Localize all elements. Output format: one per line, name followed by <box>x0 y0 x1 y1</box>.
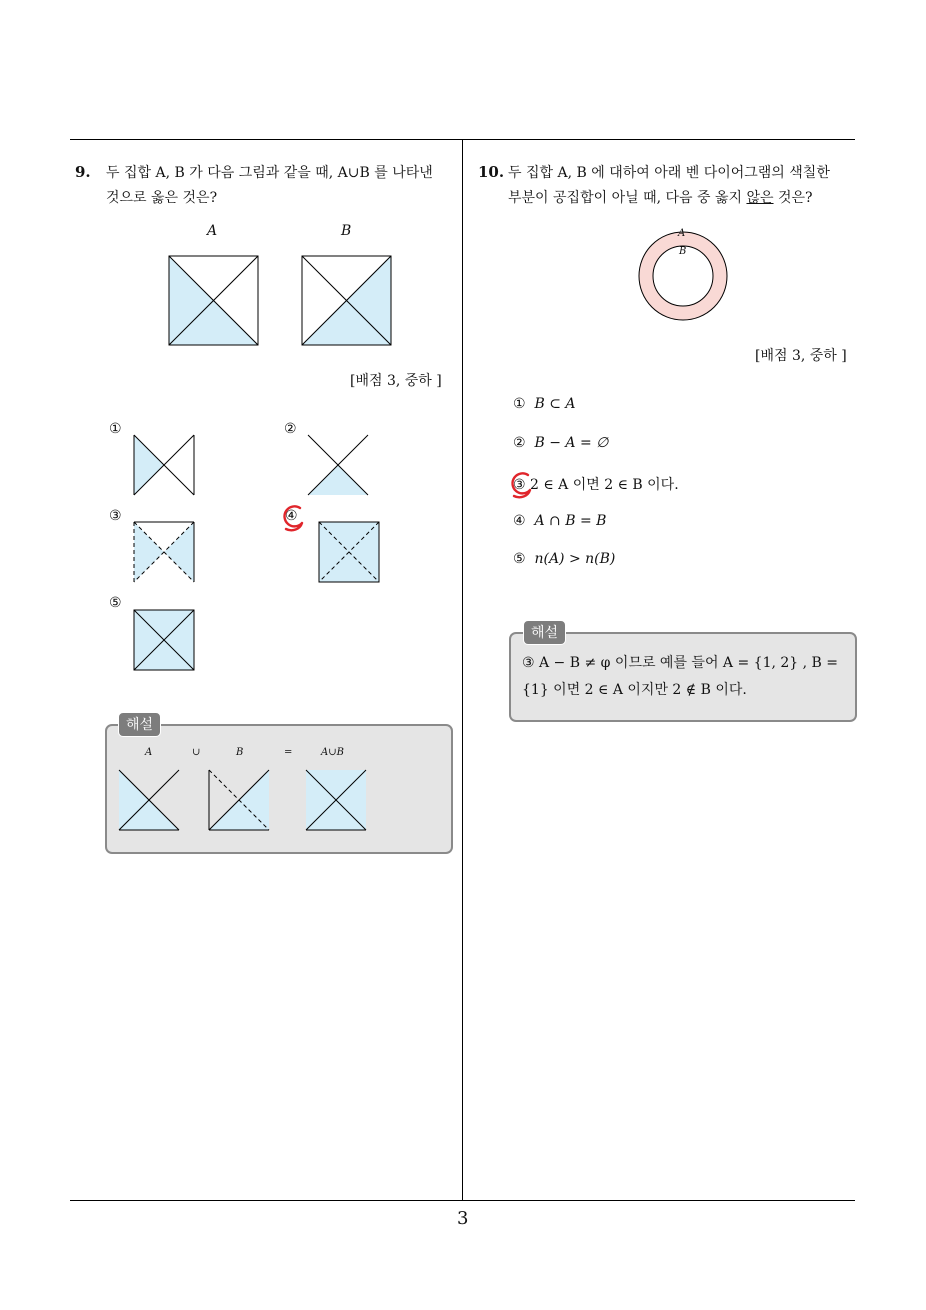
q9-choice-4-figure[interactable] <box>319 522 379 582</box>
q10-choice-4[interactable] <box>513 513 606 529</box>
q10-choice-5-text: n(A) > n(B) <box>534 551 616 567</box>
q10-choice-2-text: B − A = ∅ <box>534 435 609 451</box>
q10-choice-1-mark: ① <box>513 396 526 412</box>
q9-label-a: A <box>207 223 218 239</box>
q10-choice-3-answer-circle <box>506 469 536 499</box>
q9-choice-2-figure[interactable] <box>308 435 368 495</box>
q9-choice-2-mark[interactable]: ② <box>284 421 297 437</box>
q9-set-a-figure <box>169 256 258 345</box>
q9-expl-label-eq: = <box>284 747 293 758</box>
q10-choice-4-mark: ④ <box>513 513 526 529</box>
q9-choice-3-mark[interactable]: ③ <box>109 508 122 524</box>
q9-text-line1: 두 집합 A, B 가 다음 그림과 같을 때, A∪B 를 나타낸 <box>106 165 433 181</box>
q9-expl-figure-b <box>209 770 269 830</box>
q10-choice-3-mark: ③ <box>513 477 526 493</box>
q9-score: [배점 3, 중하 ] <box>350 373 442 389</box>
q9-explanation-tag: 해설 <box>118 712 161 737</box>
q10-choice-3-text: 2 ∈ A 이면 2 ∈ B 이다. <box>530 477 679 493</box>
q9-expl-label-b: B <box>236 747 244 758</box>
q10-choice-1[interactable] <box>513 396 576 412</box>
q10-explanation-tag: 해설 <box>523 620 566 645</box>
q10-venn-label-b: B <box>679 246 687 257</box>
q10-explanation-line2: {1} 이면 2 ∈ A 이지만 2 ∉ B 이다. <box>522 682 747 698</box>
q9-number: 9. <box>75 163 91 181</box>
q10-choice-2[interactable] <box>513 435 608 451</box>
q10-choice-5[interactable] <box>513 551 615 567</box>
q10-choice-2-mark: ② <box>513 435 526 451</box>
q9-set-b-figure <box>302 256 391 345</box>
q9-expl-label-union: ∪ <box>192 747 201 758</box>
q10-choice-3[interactable] <box>513 474 679 494</box>
page-number: 3 <box>457 1208 469 1229</box>
q10-venn-label-a: A <box>678 228 686 239</box>
q10-choice-4-text: A ∩ B = B <box>534 513 607 529</box>
q10-text-line1: 두 집합 A, B 에 대하여 아래 벤 다이어그램의 색칠한 <box>508 165 830 181</box>
q9-choice-3-figure[interactable] <box>134 522 194 582</box>
q9-choice-5-mark[interactable]: ⑤ <box>109 595 122 611</box>
q9-expl-figure-aub <box>306 770 366 830</box>
q10-text-line2-before: 부분이 공집합이 아닐 때, 다음 중 옳지 <box>508 190 747 206</box>
q10-text-line2 <box>508 186 813 211</box>
q10-choice-1-text: B ⊂ A <box>534 396 576 412</box>
q10-choice-5-mark: ⑤ <box>513 551 526 567</box>
q10-score: [배점 3, 중하 ] <box>755 348 847 364</box>
q9-choice-1-figure[interactable] <box>134 435 194 495</box>
q10-text-line2-underlined: 않은 <box>746 190 774 206</box>
q9-choice-4-mark[interactable]: ④ <box>285 508 298 524</box>
q10-text-line2-after: 것은? <box>773 190 813 206</box>
q9-text-line2: 것으로 옳은 것은? <box>106 190 218 206</box>
q10-venn-diagram <box>637 230 729 322</box>
q9-expl-label-aub: A∪B <box>321 747 344 758</box>
q9-choice-5-figure[interactable] <box>134 610 194 670</box>
bottom-rule <box>70 1200 855 1201</box>
q9-expl-figure-a <box>119 770 179 830</box>
q10-number: 10. <box>478 163 505 181</box>
q9-choice-4-answer-circle <box>278 502 308 532</box>
q9-label-b: B <box>341 223 352 239</box>
q9-expl-label-a: A <box>145 747 153 758</box>
q10-explanation-line1: ③ A − B ≠ φ 이므로 예를 들어 A = {1, 2} , B = <box>522 655 839 671</box>
q9-choice-1-mark[interactable]: ① <box>109 421 122 437</box>
column-divider <box>462 140 463 1201</box>
